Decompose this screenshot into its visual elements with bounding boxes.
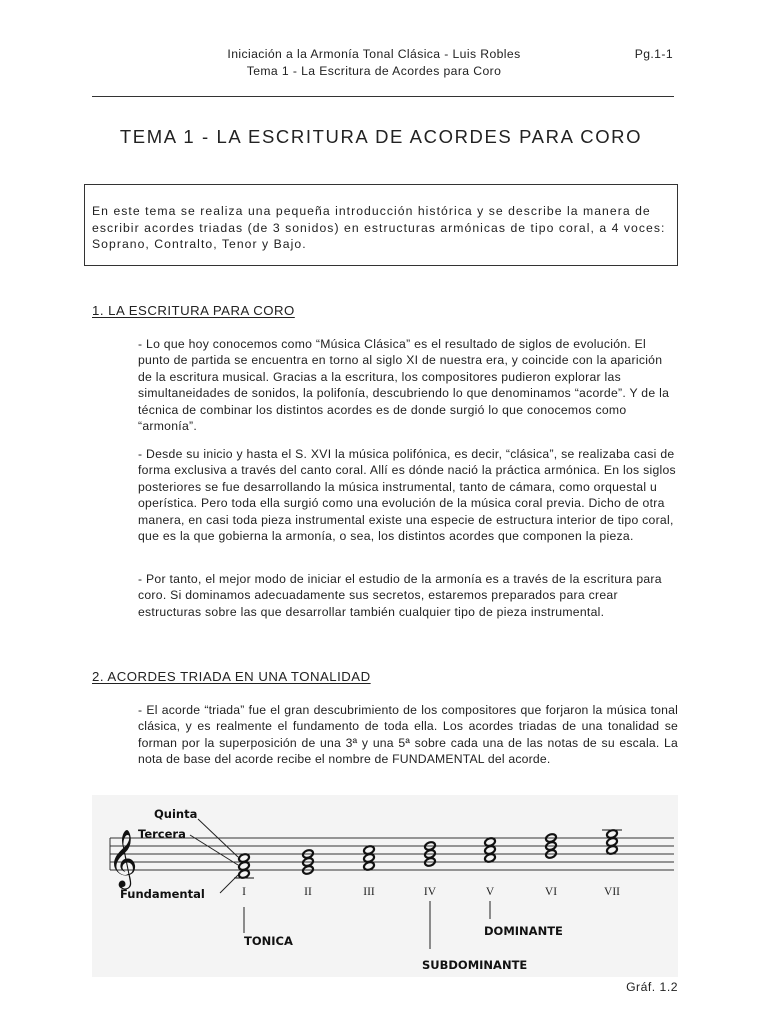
section-1-paragraph-1: - Lo que hoy conocemos como “Música Clásica” es el resultado de siglos de evolución. El punto de partida se encuentra en torno al siglo XI de nuestra era, y coincide con la aparición de la escritura musical. Gracias a la escritura, los compositores pudieron explorar las simultaneidades de sonidos, la polifonía, descubriendo lo que denominamos “acorde”. Y de la técnica de combinar los distintos acordes es de donde surgió lo que conocemos como “armonía”. <box>138 337 670 434</box>
running-header-subtitle: Tema 1 - La Escritura de Acordes para Coro <box>246 64 502 78</box>
staff-diagram <box>92 795 678 977</box>
abstract-text: En este tema se realiza una pequeña introducción histórica y se describe la manera de escribir acordes triadas (de 3 sonidos) en estructuras armónicas de tipo coral, a 4 voces: Soprano, Contralto, Tenor y Bajo. <box>92 204 666 251</box>
section-2-heading: 2. ACORDES TRIADA EN UNA TONALIDAD <box>92 669 371 684</box>
running-header-title: Iniciación a la Armonía Tonal Clásica - Luis Robles <box>227 47 521 61</box>
treble-clef-icon: 𝄞 <box>108 829 138 887</box>
degree-iv: IV <box>423 886 437 898</box>
degree-numerals <box>242 886 620 898</box>
header-divider <box>92 96 674 97</box>
section-1-heading: 1. LA ESCRITURA PARA CORO <box>92 303 295 318</box>
chord-iii <box>363 845 375 871</box>
section-1-paragraph-3: - Por tanto, el mejor modo de iniciar el estudio de la armonía es a través de la escritura para coro. Si dominamos adecuadamente sus secretos, estaremos preparados para crear estructuras sobre las que desarrollar también cualquier tipo de pieza instrumental. <box>138 572 662 619</box>
degree-i: I <box>242 886 246 898</box>
root-label: Fundamental <box>120 887 205 901</box>
page-number: Pg.1-1 <box>634 47 673 61</box>
chord-i <box>234 853 254 879</box>
subdominant-label: SUBDOMINANTE <box>422 958 528 972</box>
degree-iii: III <box>363 886 375 898</box>
degree-ii: II <box>304 886 312 898</box>
dominant-label: DOMINANTE <box>484 924 563 938</box>
abstract-box <box>84 184 678 266</box>
section-2-paragraph-1: - El acorde “triada” fue el gran descubrimiento de los compositores que forjaron la música tonal clásica, y es realmente el fundamento de toda ella. Los acordes triadas de una tonalidad se forman por la superposición de una 3ª y una 5ª sobre cada una de las notas de su escala. La nota de base del acorde recibe el nombre de FUNDAMENTAL del acorde. <box>138 703 678 767</box>
figure-caption: Gráf. 1.2 <box>626 980 678 994</box>
third-label: Tercera <box>138 827 186 841</box>
degree-vi: VI <box>544 886 558 898</box>
tonic-label: TONICA <box>244 934 293 948</box>
staff-lines <box>110 838 674 870</box>
triad-chords-figure <box>92 795 678 977</box>
chord-v <box>484 837 496 863</box>
fifth-label: Quinta <box>154 807 198 821</box>
section-1-paragraph-2: - Desde su inicio y hasta el S. XVI la música polifónica, es decir, “clásica”, se realizaba casi de forma exclusiva a través del canto coral. Allí es dónde nació la práctica armónica. En los siglos posteriores se fue desarrollando la música instrumental, tanto de cámara, como orquestal u operística. Pero toda ella surgió como una evolución de la música coral previa. Dicho de otra manera, en casi toda pieza instrumental existe una especie de estructura interior de tipo coral, que es la que gobierna la armonía, o sea, los distintos acordes que componen la pieza. <box>138 447 676 544</box>
chord-vii <box>602 829 622 855</box>
degree-v: V <box>485 886 495 898</box>
degree-vii: VII <box>604 886 620 898</box>
document-title: TEMA 1 - LA ESCRITURA DE ACORDES PARA CORO <box>119 126 643 147</box>
